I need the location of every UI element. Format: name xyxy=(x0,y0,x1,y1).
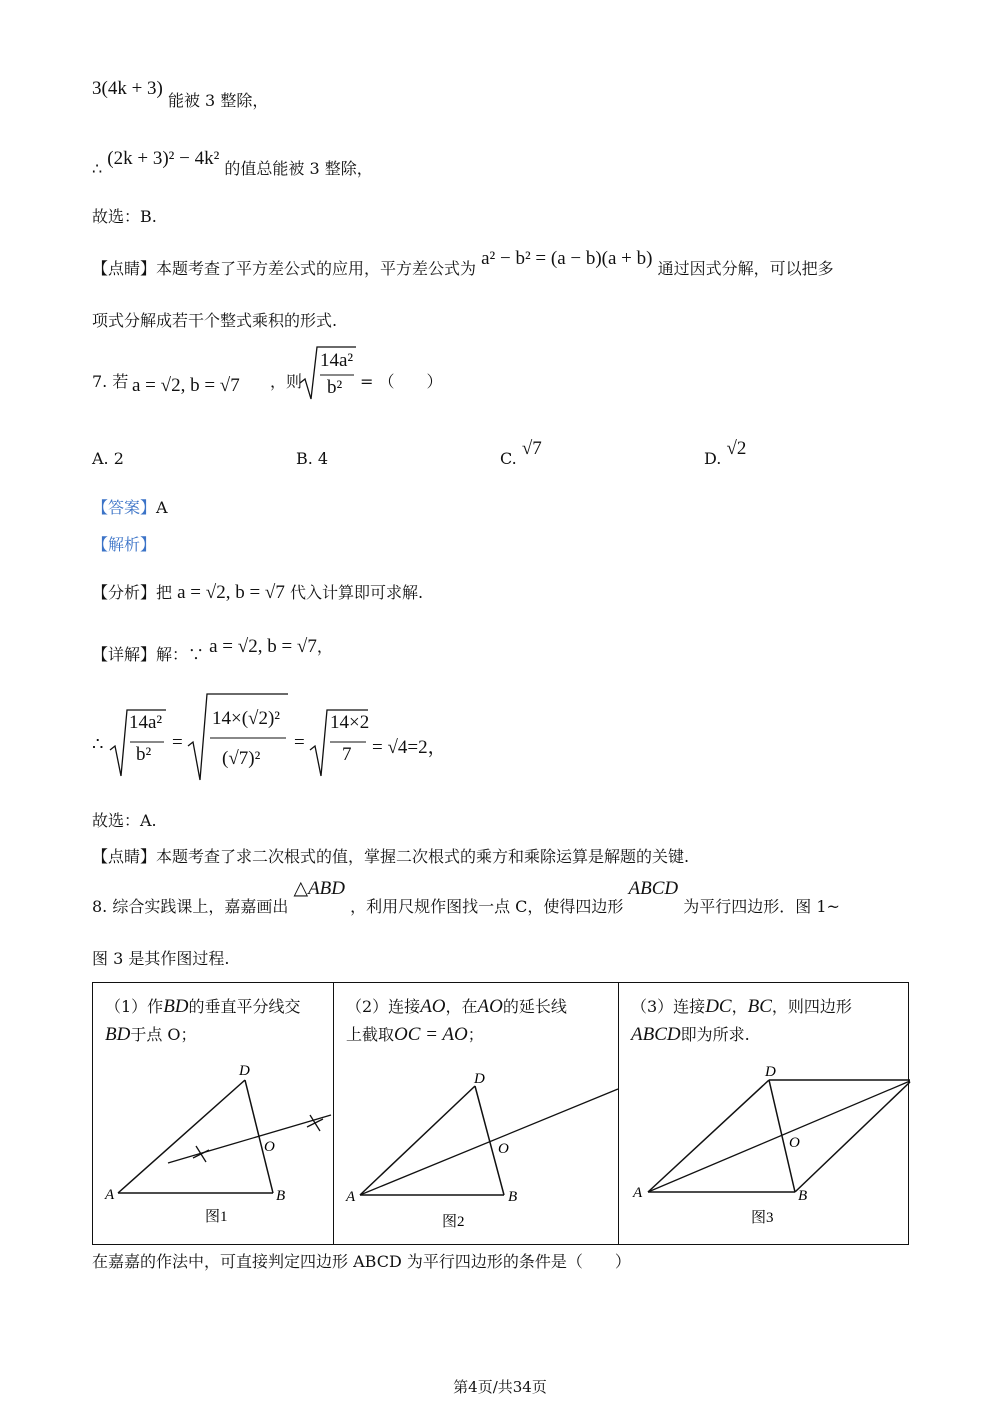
question-8-prompt: 在嘉嘉的作法中，可直接判定四边形 ABCD 为平行四边形的条件是（ ） xyxy=(92,1252,631,1271)
question-number: 7. 若 xyxy=(92,372,129,391)
xiangjie-label: 【详解】 xyxy=(92,645,157,664)
option-d-label: D. xyxy=(704,449,722,468)
step-3-text: （3）连接DC，BC，则四边形 ABCD即为所求. xyxy=(631,996,852,1045)
text: 【点睛】本题考查了平方差公式的应用，平方差公式为 xyxy=(92,259,477,278)
text: 能被 3 整除， xyxy=(167,91,269,110)
option-c-label: C. xyxy=(500,449,517,468)
label-b: B xyxy=(798,1188,808,1204)
text: ，利用尺规作图找一点 C，使得四边形 xyxy=(350,897,624,916)
figure-cell-1 xyxy=(93,983,333,1244)
figure-1 xyxy=(93,983,333,1245)
math-condition: a = √2, b = √7 xyxy=(209,636,317,657)
math-condition: a = √2, b = √7 xyxy=(177,582,285,603)
frac-3-num: 14×2 xyxy=(330,712,370,733)
guxuan-a: 故选：A. xyxy=(92,811,157,830)
frac-2-den: (√7)² xyxy=(222,748,261,769)
calculation xyxy=(92,690,552,782)
step-2-text: （2）连接AO，在AO的延长线 上截取OC = AO； xyxy=(346,996,567,1045)
text: ， xyxy=(316,637,333,656)
label-a: A xyxy=(346,1189,356,1205)
caption-3: 图3 xyxy=(751,1210,774,1226)
figure-2 xyxy=(334,983,619,1245)
label-a: A xyxy=(105,1187,115,1203)
fraction-denominator: b² xyxy=(327,377,343,398)
analysis-label: 【解析】 xyxy=(92,535,157,554)
option-d xyxy=(704,438,747,470)
line-3: 故选：B. xyxy=(92,207,157,226)
line-5: 项式分解成若干个整式乘积的形式. xyxy=(92,311,338,330)
xiangjie-line xyxy=(92,636,333,664)
answer-line xyxy=(92,497,168,519)
answer-label: 【答案】 xyxy=(92,498,157,517)
math-expr: a² − b² = (a − b)(a + b) xyxy=(481,248,653,269)
frac-1-den: b² xyxy=(136,744,152,765)
label-d: D xyxy=(474,1071,485,1087)
line-1 xyxy=(92,78,269,110)
fenxi-line xyxy=(92,582,423,604)
line-4 xyxy=(92,248,834,278)
text: 8. 综合实践课上，嘉嘉画出 xyxy=(92,897,289,916)
fenxi-label: 【分析】 xyxy=(92,583,157,602)
equals: = xyxy=(172,732,183,753)
frac-2-num: 14×(√2)² xyxy=(212,708,280,729)
math-expr: (2k + 3)² − 4k² xyxy=(107,148,220,169)
frac-1-num: 14a² xyxy=(129,712,163,733)
answer-value: A xyxy=(156,498,168,517)
option-c-math: √7 xyxy=(521,438,542,459)
label-o: O xyxy=(789,1135,800,1151)
label-o: O xyxy=(264,1139,275,1155)
figure-3 xyxy=(619,983,911,1245)
page-footer: 第4页/共34页 xyxy=(453,1378,547,1396)
option-d-math: √2 xyxy=(726,438,747,459)
math-expr: 3(4k + 3) xyxy=(92,78,163,99)
text: 把 xyxy=(156,583,173,602)
text: 的值总能被 3 整除， xyxy=(224,159,373,178)
caption-2: 图2 xyxy=(442,1214,465,1230)
figure-cell-2 xyxy=(333,983,619,1244)
label-b: B xyxy=(508,1189,518,1205)
text: 为平行四边形．图 1~ xyxy=(683,897,840,916)
math-condition: a = √2, b = √7 xyxy=(132,375,240,396)
therefore-symbol: ∴ xyxy=(92,159,103,178)
text: = （ ） xyxy=(360,372,443,391)
option-c xyxy=(500,438,542,470)
label-d: D xyxy=(239,1063,250,1079)
caption-1: 图1 xyxy=(205,1209,228,1225)
math-quad: ABCD xyxy=(628,878,679,899)
label-d: D xyxy=(765,1064,776,1080)
math-triangle: △ABD xyxy=(293,878,345,899)
fraction-numerator: 14a² xyxy=(320,350,354,371)
text: 通过因式分解，可以把多 xyxy=(657,259,834,278)
figure-cell-3 xyxy=(618,983,911,1244)
text: 解：∵ xyxy=(156,645,205,664)
figure-box xyxy=(92,982,909,1245)
frac-3-den: 7 xyxy=(342,744,352,765)
text: 代入计算即可求解. xyxy=(289,583,424,602)
calc-tail: = √4=2， xyxy=(372,737,447,758)
dianjing-2: 【点睛】本题考查了求二次根式的值，掌握二次根式的乘方和乘除运算是解题的关键. xyxy=(92,847,690,866)
step-1-text: （1）作BD的垂直平分线交 BD于点 O； xyxy=(105,996,301,1045)
therefore-symbol: ∴ xyxy=(92,734,104,755)
question-8-line1 xyxy=(92,878,840,916)
option-a: A. 2 xyxy=(92,449,124,468)
label-b: B xyxy=(276,1188,286,1204)
label-o: O xyxy=(498,1141,509,1157)
line-2 xyxy=(92,148,373,178)
equals: = xyxy=(294,732,305,753)
option-b: B. 4 xyxy=(296,449,329,468)
label-a: A xyxy=(633,1185,643,1201)
text: ，则 xyxy=(270,372,303,391)
question-8-line2: 图 3 是其作图过程. xyxy=(92,949,230,968)
